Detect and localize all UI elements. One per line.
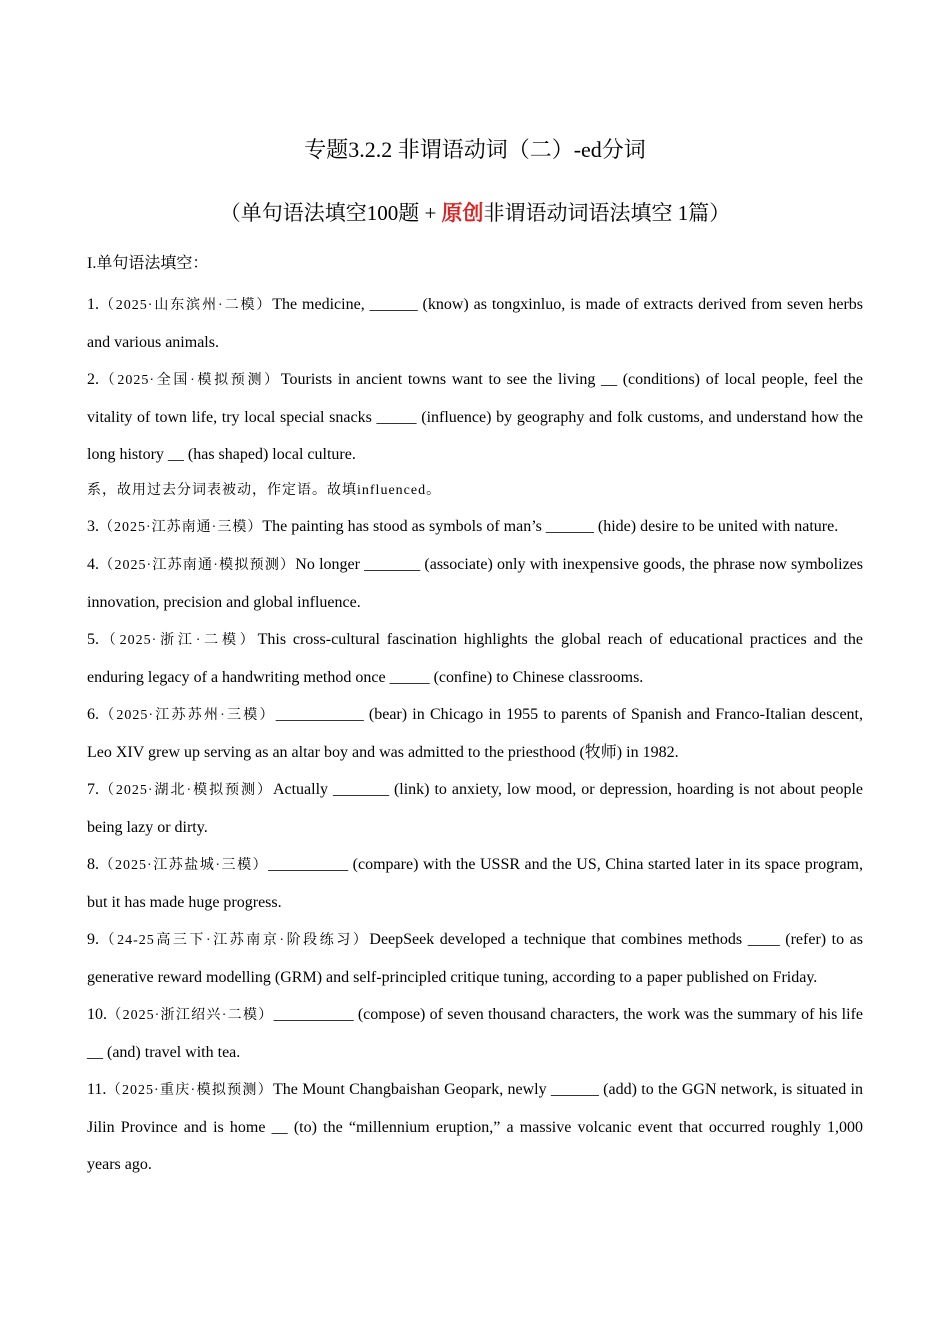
- section-heading: I.单句语法填空：: [87, 255, 209, 272]
- page-title: 专题3.2.2 非谓语动词（二）-ed分词: [304, 137, 646, 162]
- question-text: ___________ (bear) in Chicago in 1955 to parents of Spanish and Franco-Italian descent, Leo XIV grew up serving as an altar boy and was admitted to the priesthood (牧师) in 1982.: [87, 706, 864, 761]
- question-item: [87, 771, 863, 846]
- question-source: （2025·重庆·模拟预测）: [106, 1083, 274, 1098]
- question-item: [87, 361, 863, 473]
- note-text: 系，故用过去分词表被动，作定语。故填influenced。: [87, 483, 442, 498]
- question-number: 1.: [87, 296, 99, 313]
- question-source: （2025·江苏苏州·三模）: [99, 708, 276, 723]
- question-text: __________ (compare) with the USSR and the US, China started later in its space program, but it has made huge progress.: [87, 856, 864, 911]
- question-item: [87, 696, 863, 771]
- question-source: （2025·浙江绍兴·二模）: [107, 1008, 274, 1023]
- question-source: （2025·湖北·模拟预测）: [99, 783, 273, 798]
- question-item: [87, 846, 863, 921]
- question-number: 4.: [87, 556, 99, 573]
- question-item: [87, 546, 863, 621]
- page-subtitle: [0, 199, 950, 227]
- question-item: [87, 508, 863, 546]
- question-source: （2025·山东滨州·二模）: [99, 298, 273, 313]
- question-item: [87, 921, 863, 996]
- answer-note: [87, 473, 863, 508]
- question-item: [87, 286, 863, 361]
- question-text: DeepSeek developed a technique that combines methods ____ (refer) to as generative reward modelling (GRM) and self-principled critique tuning, according to a paper published on Friday.: [87, 931, 863, 986]
- question-item: [87, 621, 863, 696]
- subtitle-suffix: 非谓语动词语法填空 1篇）: [483, 201, 731, 225]
- question-text: This cross-cultural fascination highlights the global reach of educational practices and the enduring legacy of a handwriting method once _____ (confine) to Chinese classrooms.: [87, 631, 864, 686]
- question-number: 11.: [87, 1081, 107, 1098]
- question-number: 6.: [87, 706, 99, 723]
- question-source: （2025·全国·模拟预测）: [99, 373, 281, 388]
- question-text: Tourists in ancient towns want to see the living __ (conditions) of local people, feel the vitality of town life, try local special snacks _____ (influence) by geography and folk customs, and understand how the long history __ (has shaped) local culture.: [87, 371, 864, 463]
- subtitle-highlight: 原创: [441, 201, 484, 225]
- question-source: （2025·江苏南通·模拟预测）: [99, 558, 296, 573]
- question-text: No longer _______ (associate) only with inexpensive goods, the phrase now symbolizes innovation, precision and global influence.: [87, 556, 863, 611]
- question-number: 8.: [87, 856, 99, 873]
- question-text: The painting has stood as symbols of man’s ______ (hide) desire to be united with nature.: [262, 518, 839, 535]
- question-list: [87, 252, 863, 1183]
- question-source: （2025·江苏盐城·三模）: [99, 858, 269, 873]
- question-number: 7.: [87, 781, 99, 798]
- question-item: [87, 996, 863, 1071]
- question-text: Actually _______ (link) to anxiety, low mood, or depression, hoarding is not about people being lazy or dirty.: [87, 781, 864, 836]
- question-item: [87, 1071, 863, 1183]
- question-source: （2025·浙江·二模）: [99, 633, 258, 648]
- question-text: The medicine, ______ (know) as tongxinluo, is made of extracts derived from seven herbs and various animals.: [87, 296, 863, 351]
- question-number: 9.: [87, 931, 99, 948]
- question-number: 3.: [87, 518, 99, 535]
- question-number: 2.: [87, 371, 99, 388]
- question-source: （2025·江苏南通·三模）: [99, 520, 263, 535]
- question-number: 10.: [87, 1006, 107, 1023]
- subtitle-prefix: （单句语法填空100题 +: [219, 201, 442, 225]
- question-number: 5.: [87, 631, 99, 648]
- question-text: The Mount Changbaishan Geopark, newly ______ (add) to the GGN network, is situated in Jilin Province and is home __ (to) the “millennium eruption,” a massive volcanic event that occurred roughly 1,000 years ago.: [87, 1081, 864, 1173]
- question-source: （24-25高三下·江苏南京·阶段练习）: [99, 933, 370, 948]
- question-text: __________ (compose) of seven thousand characters, the work was the summary of his life __ (and) travel with tea.: [87, 1006, 864, 1061]
